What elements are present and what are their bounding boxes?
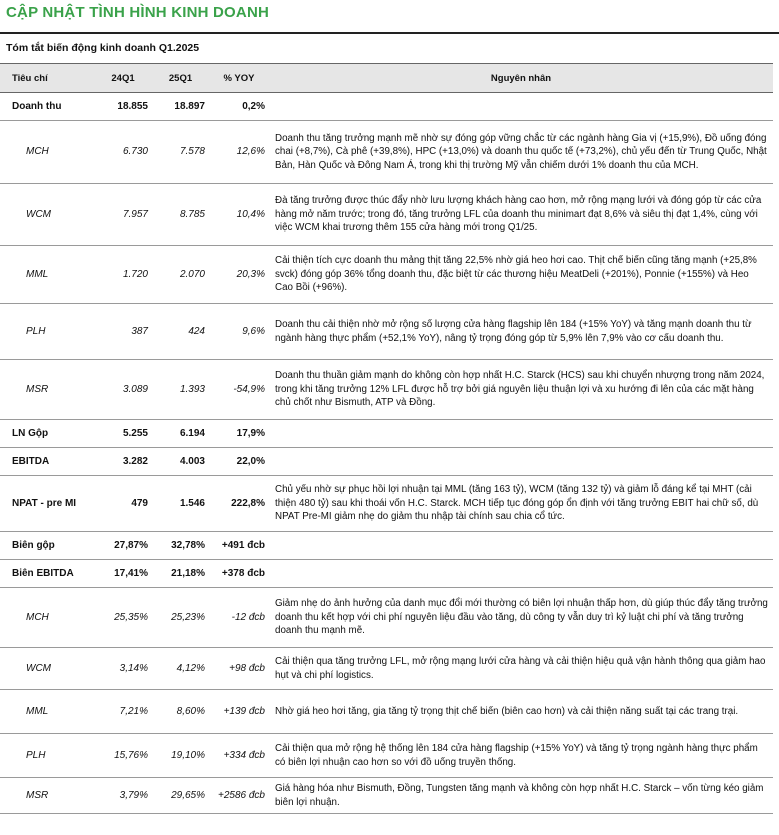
value-25q1: 29,65% <box>152 778 209 814</box>
value-25q1: 6.194 <box>152 420 209 448</box>
value-25q1: 18.897 <box>152 93 209 121</box>
row-label: MCH <box>0 121 94 184</box>
value-25q1: 8.785 <box>152 184 209 246</box>
row-label: Biên gộp <box>0 532 94 560</box>
table-row <box>0 420 773 448</box>
row-label: NPAT - pre MI <box>0 476 94 532</box>
value-24q1: 1.720 <box>94 246 152 304</box>
row-label: PLH <box>0 304 94 360</box>
row-label: LN Gộp <box>0 420 94 448</box>
value-yoy: -12 đcb <box>209 588 269 648</box>
reason-text: Doanh thu tăng trưởng mạnh mẽ nhờ sự đóng góp vững chắc từ các ngành hàng Gia vị (+15,9%), Đồ uống đóng chai (+8,7%), Cà phê (+39,8%), HPC (+13,0%) và doanh thu quốc tế (+73,2%), chủ yếu đến từ Trung Quốc, Nhật Bản, Hàn Quốc và Đông Nam Á, trong khi thị trường Mỹ vẫn chiếm dưới 1% doanh thu của MCH. <box>269 121 773 184</box>
value-25q1: 1.546 <box>152 476 209 532</box>
col-header-yoy: % YOY <box>209 64 269 93</box>
reason-text: Doanh thu thuần giảm mạnh do không còn hợp nhất H.C. Starck (HCS) sau khi chuyển nhượng trong năm 2024, trong khi tăng trưởng 12% LFL được hỗ trợ bởi giá nguyên liệu thuận lợi và xu hướng đi lên của các mặt hàng chủ chốt như Bismuth, ATP và Đồng. <box>269 360 773 420</box>
value-25q1: 25,23% <box>152 588 209 648</box>
table-row <box>0 560 773 588</box>
value-24q1: 387 <box>94 304 152 360</box>
row-label: EBITDA <box>0 448 94 476</box>
table-caption: Tóm tắt biến động kinh doanh Q1.2025 <box>6 42 200 54</box>
value-25q1: 424 <box>152 304 209 360</box>
table-row <box>0 360 773 420</box>
row-label: MSR <box>0 778 94 814</box>
value-24q1: 25,35% <box>94 588 152 648</box>
table-row <box>0 93 773 121</box>
value-25q1: 32,78% <box>152 532 209 560</box>
value-24q1: 7,21% <box>94 690 152 734</box>
value-24q1: 27,87% <box>94 532 152 560</box>
table-row <box>0 476 773 532</box>
row-label: MML <box>0 246 94 304</box>
value-yoy: 20,3% <box>209 246 269 304</box>
table-row <box>0 648 773 690</box>
reason-text <box>269 532 773 560</box>
row-label: Biên EBITDA <box>0 560 94 588</box>
value-yoy: 17,9% <box>209 420 269 448</box>
table-row <box>0 690 773 734</box>
row-label: MSR <box>0 360 94 420</box>
table-row <box>0 184 773 246</box>
table-row <box>0 448 773 476</box>
row-label: PLH <box>0 734 94 778</box>
value-yoy: +334 đcb <box>209 734 269 778</box>
reason-text: Cải thiện tích cực doanh thu mảng thịt tăng 22,5% nhờ giá heo hơi cao. Thịt chế biến cũng tăng mạnh (+25,8% svck) đóng góp 36% tổng doanh thu, đặc biệt từ các thương hiệu MeatDeli (+201%), Ponnie (+155%) và Heo Cao Bồi (+96%). <box>269 246 773 304</box>
value-24q1: 15,76% <box>94 734 152 778</box>
value-25q1: 4.003 <box>152 448 209 476</box>
row-label: WCM <box>0 184 94 246</box>
value-24q1: 5.255 <box>94 420 152 448</box>
title-divider <box>0 32 779 34</box>
value-25q1: 8,60% <box>152 690 209 734</box>
value-yoy: -54,9% <box>209 360 269 420</box>
reason-text <box>269 93 773 121</box>
reason-text <box>269 420 773 448</box>
value-24q1: 3,79% <box>94 778 152 814</box>
reason-text: Giảm nhẹ do ảnh hưởng của danh mục đổi mới thường có biên lợi nhuận thấp hơn, dù giúp thúc đẩy tăng trưởng doanh thu kết hợp với chi phí nguyên liệu đầu vào tăng, dù công ty vẫn duy trì kỷ luật chi phí và tăng trưởng doanh thu mạnh mẽ. <box>269 588 773 648</box>
col-header-24q1: 24Q1 <box>94 64 152 93</box>
table-row <box>0 588 773 648</box>
value-24q1: 479 <box>94 476 152 532</box>
table-row <box>0 734 773 778</box>
reason-text <box>269 560 773 588</box>
value-25q1: 1.393 <box>152 360 209 420</box>
value-24q1: 6.730 <box>94 121 152 184</box>
value-yoy: +491 đcb <box>209 532 269 560</box>
reason-text: Nhờ giá heo hơi tăng, gia tăng tỷ trọng thịt chế biến (biên cao hơn) và cải thiện năng suất tại các trang trại. <box>269 690 773 734</box>
reason-text: Doanh thu cải thiện nhờ mở rộng số lượng cửa hàng flagship lên 184 (+15% YoY) và tăng mạnh doanh thu từ ngành hàng thực phẩm (+52,1% YoY), nâng tỷ trọng đóng góp từ 5,9% lên 7,9% vào cơ cấu doanh thu. <box>269 304 773 360</box>
value-24q1: 3.089 <box>94 360 152 420</box>
value-24q1: 7.957 <box>94 184 152 246</box>
value-yoy: 12,6% <box>209 121 269 184</box>
value-yoy: +98 đcb <box>209 648 269 690</box>
table-row <box>0 532 773 560</box>
table-row <box>0 121 773 184</box>
row-label: MML <box>0 690 94 734</box>
col-header-25q1: 25Q1 <box>152 64 209 93</box>
value-yoy: +139 đcb <box>209 690 269 734</box>
value-24q1: 3.282 <box>94 448 152 476</box>
reason-text: Chủ yếu nhờ sự phục hồi lợi nhuận tại MML (tăng 163 tỷ), WCM (tăng 132 tỷ) và giảm lỗ đáng kể tại MHT (cải thiện 480 tỷ) sau khi thoái vốn H.C. Starck. MCH tiếp tục đóng góp ổn định với tăng trưởng EBIT hai chữ số, dù NPAT Pre-MI giảm nhẹ do giảm thu nhập tài chính sau chia cổ tức. <box>269 476 773 532</box>
business-summary-table <box>0 63 773 814</box>
value-25q1: 2.070 <box>152 246 209 304</box>
table-row <box>0 304 773 360</box>
value-24q1: 3,14% <box>94 648 152 690</box>
row-label: WCM <box>0 648 94 690</box>
row-label: Doanh thu <box>0 93 94 121</box>
reason-text <box>269 448 773 476</box>
value-25q1: 4,12% <box>152 648 209 690</box>
table-row <box>0 778 773 814</box>
col-header-reason: Nguyên nhân <box>269 64 773 93</box>
table-row <box>0 246 773 304</box>
reason-text: Cải thiện qua tăng trưởng LFL, mở rộng mạng lưới cửa hàng và cải thiện hiệu quả vận hành thông qua giảm hao hụt và chi phí logistics. <box>269 648 773 690</box>
row-label: MCH <box>0 588 94 648</box>
value-yoy: 22,0% <box>209 448 269 476</box>
value-25q1: 7.578 <box>152 121 209 184</box>
page-title: CẬP NHẬT TÌNH HÌNH KINH DOANH <box>6 4 270 21</box>
value-25q1: 19,10% <box>152 734 209 778</box>
value-24q1: 18.855 <box>94 93 152 121</box>
value-yoy: 222,8% <box>209 476 269 532</box>
col-header-criteria: Tiêu chí <box>0 64 94 93</box>
reason-text: Cải thiện qua mở rộng hệ thống lên 184 cửa hàng flagship (+15% YoY) và tăng tỷ trọng ngành hàng thực phẩm có biên lợi nhuận cao hơn so với đồ uống truyền thống. <box>269 734 773 778</box>
value-24q1: 17,41% <box>94 560 152 588</box>
reason-text: Giá hàng hóa như Bismuth, Đồng, Tungsten tăng mạnh và không còn hợp nhất H.C. Starck – vốn từng kéo giảm biên lợi nhuận. <box>269 778 773 814</box>
value-yoy: +2586 đcb <box>209 778 269 814</box>
value-yoy: 0,2% <box>209 93 269 121</box>
value-25q1: 21,18% <box>152 560 209 588</box>
value-yoy: 9,6% <box>209 304 269 360</box>
table-header-row <box>0 64 773 93</box>
value-yoy: 10,4% <box>209 184 269 246</box>
reason-text: Đà tăng trưởng được thúc đẩy nhờ lưu lượng khách hàng cao hơn, mở rộng mạng lưới và đóng góp từ các cửa hàng mở năm trước; trong đó, tăng trưởng LFL của doanh thu minimart đạt 8,6% và siêu thị đạt 1,4%, cùng với việc WCM khai trương thêm 155 cửa hàng mới trong Q1/25. <box>269 184 773 246</box>
value-yoy: +378 đcb <box>209 560 269 588</box>
